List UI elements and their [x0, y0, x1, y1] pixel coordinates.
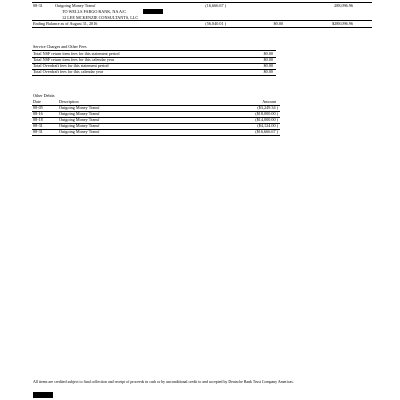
ending-credits-total: $0.00 — [273, 21, 283, 26]
debit-row-description: Outgoing Money Transf — [59, 117, 100, 122]
redaction-bar — [143, 9, 163, 14]
debits-header-amount: Amount — [262, 99, 276, 104]
fee-row-amount: $0.00 — [263, 51, 273, 56]
fee-row-amount: $0.00 — [263, 57, 273, 62]
txn-to-line: TO WELLS FARGO BANK, NA A/C — [62, 9, 126, 14]
txn-amount: (16,666.67 ) — [205, 3, 226, 8]
debit-row-amount: ($18,000.00 ) — [255, 111, 278, 116]
debit-row-amount: ($3,249.34 ) — [257, 105, 278, 110]
debit-row-amount: ($16,666.67 ) — [255, 129, 278, 134]
txn-date: 08-31 — [33, 3, 43, 8]
table-bottom-rule — [32, 27, 372, 28]
txn-party-line: 12 LEE MCKENZIE CONSULTANTS, LLC — [62, 15, 139, 20]
debits-title: Other Debits — [33, 93, 55, 98]
debits-header-date: Date — [33, 99, 41, 104]
ending-balance-value: $288,096.96 — [332, 21, 353, 26]
fees-title: Service Charges and Other Fees — [33, 44, 87, 49]
debit-row-description: Outgoing Money Transf — [59, 111, 100, 116]
fee-row-amount: $0.00 — [263, 63, 273, 68]
fee-row-label: Total NSF return item fees for this calendar year — [33, 57, 115, 62]
ending-balance-label: Ending Balance as of August 31, 2016 — [33, 21, 98, 26]
txn-description: Outgoing Money Transf — [55, 3, 96, 8]
fee-row-amount: $0.00 — [263, 69, 273, 74]
debit-row-date: 08-18 — [33, 117, 43, 122]
ending-debits-total: (56,040.01 ) — [205, 21, 226, 26]
debit-row-amount: ($14,000.00 ) — [255, 117, 278, 122]
debit-row-date: 08-31 — [33, 129, 43, 134]
fee-row-label: Total Overdraft fees for this statement period — [33, 63, 109, 68]
debits-header-description: Description — [59, 99, 79, 104]
debit-row-date: 08-31 — [33, 123, 43, 128]
debit-row-description: Outgoing Money Transf — [59, 105, 100, 110]
debit-row-description: Outgoing Money Transf — [59, 129, 100, 134]
debit-row-date: 08-05 — [33, 105, 43, 110]
fees-rule — [32, 75, 276, 76]
redaction-bar — [33, 392, 53, 398]
debit-row-description: Outgoing Money Transf — [59, 123, 100, 128]
footer-disclaimer: All items are credited subject to final collection and receipt of proceeds in cash or by unconditional credit to and accepted by Deutsche Bank Trust Company Americas. — [33, 380, 294, 384]
fee-row-label: Total NSF return item fees for this statement period — [33, 51, 120, 56]
debits-rule — [32, 135, 280, 136]
fee-row-label: Total Overdraft fees for this calendar year — [33, 69, 104, 74]
txn-balance: 288,096.96 — [334, 3, 353, 8]
debit-row-date: 08-16 — [33, 111, 43, 116]
debit-row-amount: ($4,124.00 ) — [257, 123, 278, 128]
